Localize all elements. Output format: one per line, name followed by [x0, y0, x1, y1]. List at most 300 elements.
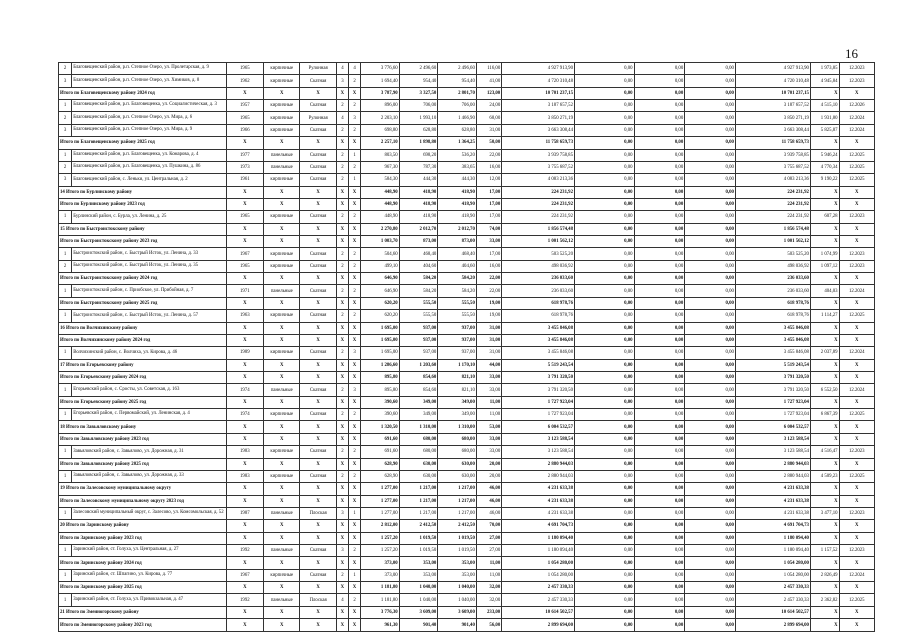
cell-res: 11,00 [476, 569, 501, 581]
cell-cost: 236 033,60 [502, 285, 575, 297]
cell-res: 27,00 [476, 532, 501, 544]
cell-fl: X [336, 421, 348, 433]
cell-a3: 706,00 [438, 100, 477, 112]
cell-res: 11,00 [476, 557, 501, 569]
cell-f2: 0,00 [634, 582, 685, 594]
table-total-row [59, 223, 875, 235]
cell-a1: 620,20 [361, 310, 400, 322]
cell-f1: 0,00 [574, 495, 634, 507]
total-title: 21 Итого по Змеиногорскому району [59, 606, 227, 618]
cell-a2: 3 609,00 [399, 606, 438, 618]
cell-mat: кирпичные [264, 100, 300, 112]
cell-fl: 2 [336, 347, 348, 359]
cell-unit: 4 945,84 [810, 75, 839, 87]
cell-f1: 0,00 [574, 273, 634, 285]
cell-a3: 2 412,50 [438, 520, 477, 532]
cell-fl: 2 [336, 260, 348, 272]
cell-mat: панельные [264, 285, 300, 297]
cell-f1: 0,00 [574, 260, 634, 272]
cell-a2: 937,00 [399, 322, 438, 334]
cell-cost: 2 880 944,03 [502, 458, 575, 470]
cell-a3: 418,90 [438, 186, 477, 198]
cell-date: X [839, 198, 874, 210]
address-cell: Егорьевский район, с. Сросты, ул. Советская, д. 163 [72, 384, 226, 396]
cell-f1: 0,00 [574, 458, 634, 470]
cell-res: 17,00 [476, 186, 501, 198]
cell-own: 498 036,92 [735, 260, 810, 272]
cell-year: X [226, 433, 263, 445]
cell-roof: X [300, 334, 336, 346]
cell-a2: 1 019,50 [399, 532, 438, 544]
cell-ent: X [348, 483, 360, 495]
cell-fl: 2 [336, 470, 348, 482]
cell-a1: 691,60 [361, 446, 400, 458]
cell-own: 2 457 330,33 [735, 582, 810, 594]
cell-f2: 0,00 [634, 63, 685, 75]
cell-f1: 0,00 [574, 569, 634, 581]
cell-f2: 0,00 [634, 507, 685, 519]
table-total-row [59, 606, 875, 618]
cell-date: X [839, 137, 874, 149]
cell-cost: 1 180 094,40 [502, 545, 575, 557]
cell-own: 1 180 094,40 [735, 545, 810, 557]
cell-own: 503 525,20 [735, 248, 810, 260]
cell-a2: 1 217,00 [399, 495, 438, 507]
cell-unit: X [810, 495, 839, 507]
cell-ent: X [348, 433, 360, 445]
cell-f1: 0,00 [574, 532, 634, 544]
row-number: 3 [59, 124, 72, 136]
cell-mat: X [264, 223, 300, 235]
cell-year: X [226, 396, 263, 408]
table-total-row [59, 297, 875, 309]
cell-date: X [839, 582, 874, 594]
cell-f3: 0,00 [685, 63, 736, 75]
cell-cost: 224 231,92 [502, 198, 575, 210]
cell-a1: 3 776,60 [361, 63, 400, 75]
cell-res: 24,00 [476, 100, 501, 112]
cell-roof: X [300, 87, 336, 99]
cell-cost: 3 755 687,52 [502, 161, 575, 173]
cell-fl: 4 [336, 63, 348, 75]
cell-date: X [839, 495, 874, 507]
cell-year: 1965 [226, 112, 263, 124]
cell-a1: 448,90 [361, 198, 400, 210]
cell-roof: X [300, 322, 336, 334]
cell-res: 56,00 [476, 619, 501, 632]
cell-year: X [226, 606, 263, 618]
cell-ent: 2 [348, 211, 360, 223]
cell-f3: 0,00 [685, 137, 736, 149]
cell-mat: X [264, 582, 300, 594]
cell-mat: кирпичные [264, 174, 300, 186]
cell-date: 12.2024 [839, 124, 874, 136]
cell-date: 12.2023 [839, 75, 874, 87]
cell-f1: 0,00 [574, 297, 634, 309]
cell-roof: X [300, 273, 336, 285]
cell-f3: 0,00 [685, 236, 736, 248]
cell-cost: 3 850 271,19 [502, 112, 575, 124]
cell-f2: 0,00 [634, 458, 685, 470]
address-cell: Благовещенский район, р.п. Степное Озеро, ул. Мира, д. 6 [72, 112, 226, 124]
cell-ent: 2 [348, 470, 360, 482]
cell-ent: 2 [348, 260, 360, 272]
table-total-row [59, 334, 875, 346]
cell-f1: 0,00 [574, 507, 634, 519]
cell-a3: 349,00 [438, 409, 477, 421]
cell-date: 12.2025 [839, 409, 874, 421]
cell-a2: 1 019,50 [399, 545, 438, 557]
cell-unit: 6 552,50 [810, 384, 839, 396]
cell-year: 1992 [226, 594, 263, 606]
cell-a1: 3 787,90 [361, 87, 400, 99]
cell-cost: 11 758 659,73 [502, 137, 575, 149]
cell-a3: 2 012,70 [438, 223, 477, 235]
cell-cost: 2 899 694,00 [502, 619, 575, 632]
cell-year: 1965 [226, 211, 263, 223]
cell-a1: 803,50 [361, 149, 400, 161]
cell-res: 233,00 [476, 606, 501, 618]
cell-f3: 0,00 [685, 421, 736, 433]
cell-roof: X [300, 396, 336, 408]
cell-mat: панельные [264, 149, 300, 161]
cell-date: 12.2024 [839, 285, 874, 297]
cell-a3: 1 040,00 [438, 594, 477, 606]
cell-roof: Скатная [300, 124, 336, 136]
address-cell: Благовещенский район, р.п. Благовещенка, ул. Комарова, д. 4 [72, 149, 226, 161]
cell-a3: 468,40 [438, 248, 477, 260]
cell-unit: 5 946,24 [810, 149, 839, 161]
cell-f1: 0,00 [574, 285, 634, 297]
cell-own: 1 001 562,12 [735, 236, 810, 248]
row-number: 1 [59, 248, 72, 260]
cell-res: 20,00 [476, 458, 501, 470]
cell-f2: 0,00 [634, 236, 685, 248]
cell-f3: 0,00 [685, 198, 736, 210]
cell-date: 12.2023 [839, 260, 874, 272]
cell-f2: 0,00 [634, 409, 685, 421]
cell-ent: 2 [348, 285, 360, 297]
cell-f2: 0,00 [634, 223, 685, 235]
cell-year: 1963 [226, 310, 263, 322]
table-row [59, 63, 875, 75]
cell-a1: 448,90 [361, 186, 400, 198]
cell-date: X [839, 297, 874, 309]
cell-roof: Скатная [300, 545, 336, 557]
cell-a3: 349,00 [438, 396, 477, 408]
cell-a1: 2 257,10 [361, 137, 400, 149]
cell-unit: X [810, 334, 839, 346]
cell-mat: X [264, 87, 300, 99]
cell-a3: 1 466,90 [438, 112, 477, 124]
cell-date: 12.2024 [839, 384, 874, 396]
address-cell: Волчихинский район, с. Волчиха, ул. Кирова, д. 46 [72, 347, 226, 359]
row-number: 1 [59, 100, 72, 112]
cell-roof: Скатная [300, 75, 336, 87]
cell-mat: X [264, 186, 300, 198]
address-cell: Заринский район, ст. Голуха, ул. Привокзальная, д. 47 [72, 594, 226, 606]
cell-mat: кирпичные [264, 124, 300, 136]
cell-cost: 3 455 846,08 [502, 347, 575, 359]
cell-mat: X [264, 532, 300, 544]
cell-year: X [226, 483, 263, 495]
cell-roof: Скатная [300, 100, 336, 112]
cell-unit: X [810, 557, 839, 569]
cell-unit: X [810, 433, 839, 445]
cell-year: X [226, 421, 263, 433]
cell-fl: 2 [336, 285, 348, 297]
cell-f1: 0,00 [574, 409, 634, 421]
cell-a1: 373,00 [361, 569, 400, 581]
cell-mat: панельные [264, 384, 300, 396]
cell-year: X [226, 137, 263, 149]
cell-f3: 0,00 [685, 532, 736, 544]
cell-a3: 555,50 [438, 297, 477, 309]
cell-f3: 0,00 [685, 606, 736, 618]
cell-ent: X [348, 421, 360, 433]
cell-f2: 0,00 [634, 112, 685, 124]
cell-year: X [226, 359, 263, 371]
cell-year: X [226, 87, 263, 99]
cell-a2: 630,00 [399, 458, 438, 470]
cell-a3: 383,65 [438, 161, 477, 173]
cell-f2: 0,00 [634, 334, 685, 346]
cell-a3: 418,90 [438, 198, 477, 210]
cell-a1: 1 320,50 [361, 421, 400, 433]
cell-unit: 2 826,49 [810, 569, 839, 581]
cell-roof: X [300, 433, 336, 445]
cell-f2: 0,00 [634, 260, 685, 272]
cell-date: 12.2023 [839, 248, 874, 260]
cell-ent: X [348, 137, 360, 149]
cell-ent: X [348, 371, 360, 383]
cell-cost: 498 036,92 [502, 260, 575, 272]
cell-a2: 1 217,00 [399, 507, 438, 519]
cell-a3: 3 609,00 [438, 606, 477, 618]
cell-own: 1 054 280,00 [735, 569, 810, 581]
cell-res: 32,00 [476, 582, 501, 594]
cell-cost: 236 033,60 [502, 273, 575, 285]
cell-f1: 0,00 [574, 606, 634, 618]
cell-ent: X [348, 236, 360, 248]
cell-f3: 0,00 [685, 545, 736, 557]
cell-unit: X [810, 520, 839, 532]
cell-f3: 0,00 [685, 285, 736, 297]
cell-fl: 2 [336, 124, 348, 136]
cell-fl: X [336, 236, 348, 248]
total-title: Итого по Быстроистокскому району 2025 год [59, 297, 227, 309]
cell-f1: 0,00 [574, 75, 634, 87]
table-row [59, 310, 875, 322]
cell-fl: 4 [336, 112, 348, 124]
cell-roof: X [300, 359, 336, 371]
cell-a3: 404,60 [438, 260, 477, 272]
cell-f3: 0,00 [685, 446, 736, 458]
cell-fl: X [336, 223, 348, 235]
cell-a1: 1 257,20 [361, 532, 400, 544]
cell-res: 74,00 [476, 223, 501, 235]
cell-a3: 536,20 [438, 149, 477, 161]
cell-a3: 1 364,25 [438, 137, 477, 149]
cell-mat: X [264, 273, 300, 285]
cell-a2: 680,00 [399, 446, 438, 458]
cell-roof: X [300, 297, 336, 309]
row-number: 1 [59, 409, 72, 421]
cell-mat: X [264, 606, 300, 618]
cell-cost: 618 978,76 [502, 310, 575, 322]
cell-a2: 2 496,60 [399, 63, 438, 75]
table-total-row [59, 483, 875, 495]
cell-res: 22,00 [476, 285, 501, 297]
cell-own: 224 231,92 [735, 211, 810, 223]
cell-cost: 4 720 310,48 [502, 75, 575, 87]
cell-cost: 1 054 280,00 [502, 569, 575, 581]
cell-unit: X [810, 532, 839, 544]
cell-date: X [839, 606, 874, 618]
cell-a2: 555,50 [399, 310, 438, 322]
cell-a2: 353,00 [399, 557, 438, 569]
cell-f3: 0,00 [685, 149, 736, 161]
cell-a3: 584,20 [438, 285, 477, 297]
cell-f2: 0,00 [634, 100, 685, 112]
table-total-row [59, 458, 875, 470]
cell-ent: 4 [348, 63, 360, 75]
cell-mat: X [264, 137, 300, 149]
total-title: Итого по Змеиногорскому району 2023 год [59, 619, 227, 632]
cell-f2: 0,00 [634, 495, 685, 507]
cell-res: 33,00 [476, 384, 501, 396]
cell-own: 1 054 280,00 [735, 557, 810, 569]
cell-cost: 224 231,92 [502, 186, 575, 198]
cell-res: 46,00 [476, 495, 501, 507]
cell-f1: 0,00 [574, 211, 634, 223]
cell-own: 224 231,92 [735, 198, 810, 210]
cell-fl: X [336, 433, 348, 445]
cell-year: X [226, 495, 263, 507]
cell-f3: 0,00 [685, 594, 736, 606]
cell-f2: 0,00 [634, 174, 685, 186]
cell-f1: 0,00 [574, 198, 634, 210]
cell-f3: 0,00 [685, 100, 736, 112]
table-row [59, 100, 875, 112]
cell-year: 1971 [226, 285, 263, 297]
cell-f1: 0,00 [574, 236, 634, 248]
total-title: Итого по Бурлинскому району 2023 год [59, 198, 227, 210]
cell-f3: 0,00 [685, 161, 736, 173]
cell-cost: 1 727 923,04 [502, 409, 575, 421]
cell-fl: X [336, 186, 348, 198]
table-row [59, 446, 875, 458]
cell-own: 4 231 633,38 [735, 495, 810, 507]
cell-f2: 0,00 [634, 347, 685, 359]
table-row [59, 260, 875, 272]
cell-a2: 854,60 [399, 384, 438, 396]
cell-cost: 5 519 243,54 [502, 359, 575, 371]
cell-a1: 1 695,00 [361, 347, 400, 359]
cell-f3: 0,00 [685, 124, 736, 136]
cell-res: 17,00 [476, 211, 501, 223]
cell-a1: 620,20 [361, 297, 400, 309]
cell-a2: 2 412,50 [399, 520, 438, 532]
cell-fl: X [336, 198, 348, 210]
address-cell: Благовещенский район, р.п. Благовещенка, ул. Социалистическая, д. 3 [72, 100, 226, 112]
cell-roof: X [300, 532, 336, 544]
cell-own: 4 231 633,38 [735, 483, 810, 495]
cell-mat: X [264, 458, 300, 470]
cell-a1: 2 812,00 [361, 520, 400, 532]
row-number: 1 [59, 149, 72, 161]
cell-f1: 0,00 [574, 124, 634, 136]
table-total-row [59, 421, 875, 433]
total-title: Итого по Быстроистокскому району 2023 год [59, 236, 227, 248]
cell-f1: 0,00 [574, 384, 634, 396]
cell-a2: 954,40 [399, 75, 438, 87]
cell-f1: 0,00 [574, 433, 634, 445]
cell-mat: X [264, 520, 300, 532]
cell-cost: 2 457 330,33 [502, 582, 575, 594]
address-cell: Бурлинский район, с. Бурла, ул. Ленина, д. 25 [72, 211, 226, 223]
cell-res: 33,00 [476, 371, 501, 383]
table-row [59, 112, 875, 124]
cell-roof: Скатная [300, 161, 336, 173]
table-row [59, 347, 875, 359]
cell-a3: 873,00 [438, 236, 477, 248]
cell-date: 12.2023 [839, 446, 874, 458]
cell-f3: 0,00 [685, 507, 736, 519]
cell-year: 1987 [226, 507, 263, 519]
cell-cost: 618 978,76 [502, 297, 575, 309]
cell-f1: 0,00 [574, 137, 634, 149]
cell-own: 2 457 330,33 [735, 594, 810, 606]
cell-ent: X [348, 619, 360, 632]
cell-f1: 0,00 [574, 446, 634, 458]
address-cell: Залесовский муниципальный округ, с. Залесово, ул. Комсомольская, д. 52 [72, 507, 226, 519]
cell-roof: Скатная [300, 211, 336, 223]
cell-roof: X [300, 606, 336, 618]
cell-fl: X [336, 137, 348, 149]
cell-date: 12.2025 [839, 149, 874, 161]
cell-own: 3 123 588,54 [735, 433, 810, 445]
cell-year: X [226, 520, 263, 532]
table-row [59, 75, 875, 87]
total-title: 17 Итого по Егорьевскому району [59, 359, 227, 371]
table-total-row [59, 198, 875, 210]
cell-res: 16,00 [476, 260, 501, 272]
cell-ent: X [348, 520, 360, 532]
cell-f1: 0,00 [574, 100, 634, 112]
cell-a1: 504,60 [361, 248, 400, 260]
cell-own: 3 850 271,19 [735, 112, 810, 124]
cell-fl: 2 [336, 161, 348, 173]
cell-fl: 2 [336, 409, 348, 421]
cell-f1: 0,00 [574, 557, 634, 569]
cell-f1: 0,00 [574, 594, 634, 606]
cell-own: 4 083 213,36 [735, 174, 810, 186]
cell-year: X [226, 557, 263, 569]
cell-own: 618 978,76 [735, 310, 810, 322]
cell-year: X [226, 371, 263, 383]
address-cell: Заринский район, ст. Шпагино, ул. Кирова, д. 77 [72, 569, 226, 581]
cell-mat: X [264, 483, 300, 495]
cell-f3: 0,00 [685, 223, 736, 235]
cell-a3: 2 801,70 [438, 87, 477, 99]
cell-own: 618 978,76 [735, 297, 810, 309]
cell-ent: X [348, 297, 360, 309]
table-row [59, 470, 875, 482]
cell-cost: 4 231 633,38 [502, 507, 575, 519]
cell-unit: 2 362,82 [810, 594, 839, 606]
cell-year: 1962 [226, 75, 263, 87]
